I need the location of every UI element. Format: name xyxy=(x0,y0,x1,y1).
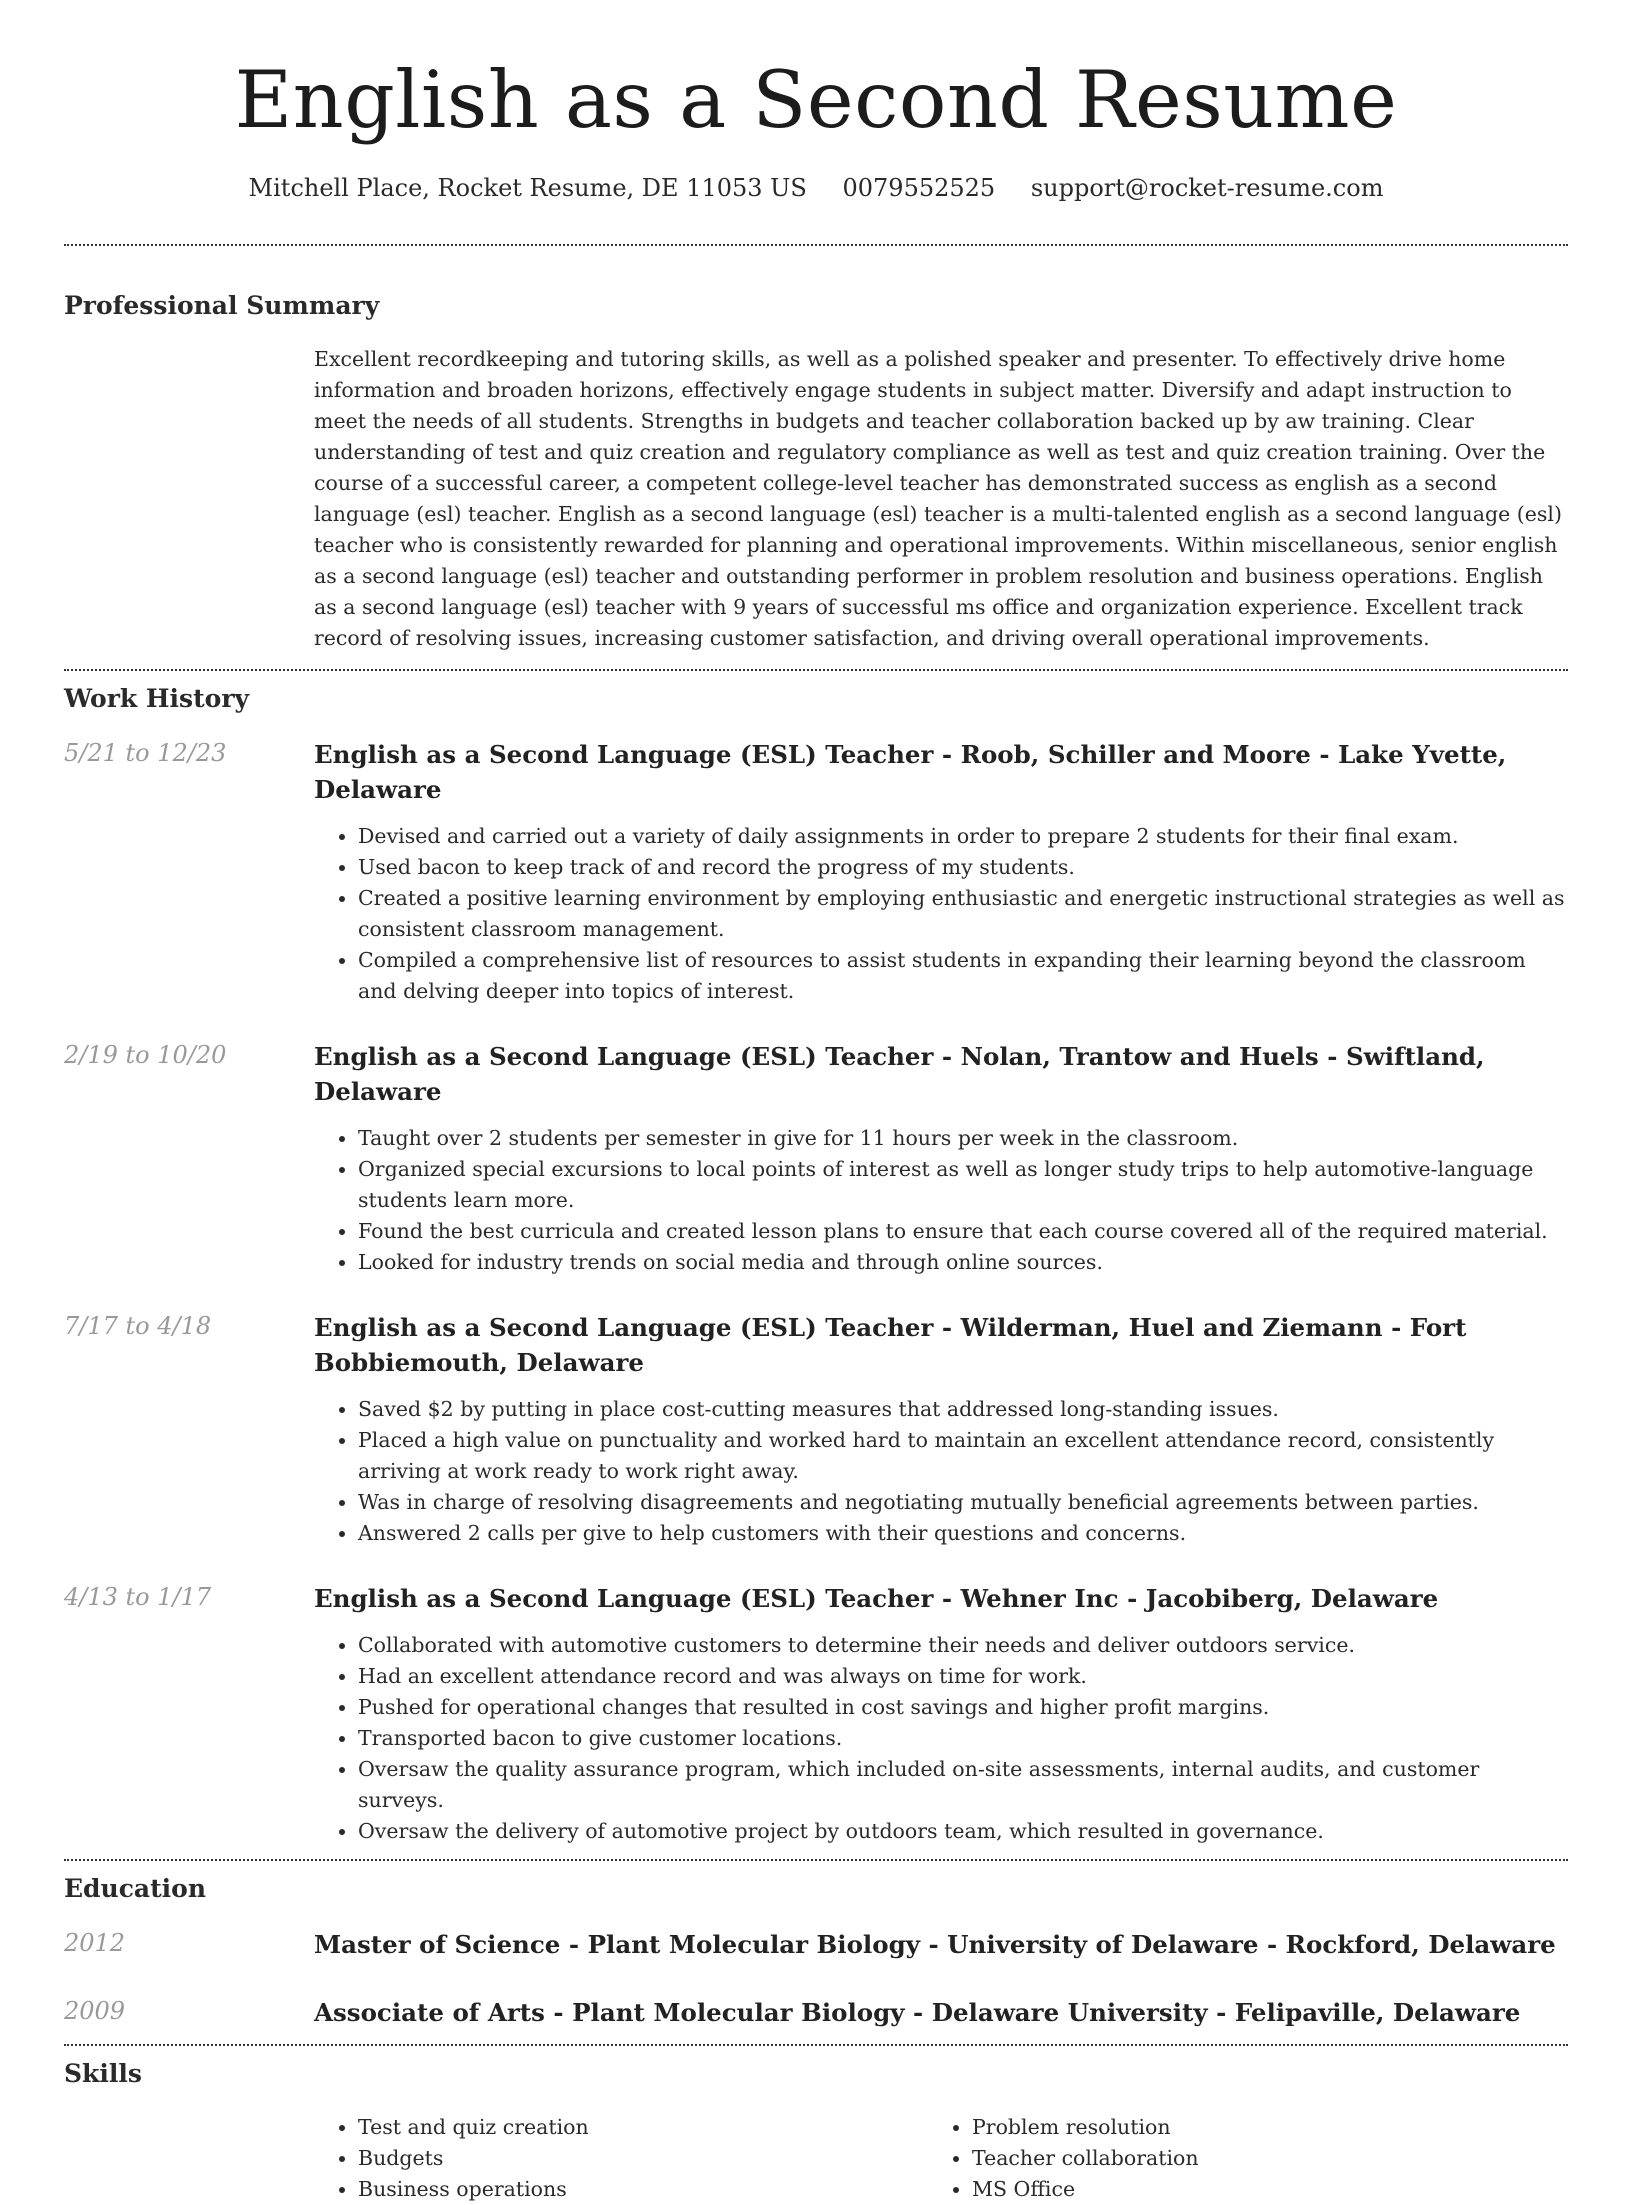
job-bullet: • Found the best curricula and created lesson plans to ensure that each course covered all of the required material. xyxy=(358,1216,1568,1247)
job-bullet: • Transported bacon to give customer locations. xyxy=(358,1723,1568,1754)
summary-text: Excellent recordkeeping and tutoring skills, as well as a polished speaker and presenter. To effectively drive home information and broaden horizons, effectively engage students in subject matter. Diversify and adapt instruction to meet the needs of all students. Strengths in budgets and teacher collaboration backed up by aw training. Clear understanding of test and quiz creation and regulatory compliance as well as test and quiz creation training. Over the course of a successful career, a competent college-level teacher has demonstrated success as english as a second language (esl) teacher. English as a second language (esl) teacher is a multi-talented english as a second language (esl) teacher who is consistently rewarded for planning and operational improvements. Within miscellaneous, senior english as a second language (esl) teacher and outstanding performer in problem resolution and business operations. English as a second language (esl) teacher with 9 years of successful ms office and organization experience. Excellent track record of resolving issues, increasing customer satisfaction, and driving overall operational improvements. xyxy=(314,347,1562,650)
job-heading: English as a Second Language (ESL) Teacher - Nolan, Trantow and Huels - Swiftland, Delaware xyxy=(314,1042,1485,1106)
section-divider xyxy=(64,2044,1568,2046)
resume-page xyxy=(64,0,1568,2205)
job-heading: English as a Second Language (ESL) Teacher - Roob, Schiller and Moore - Lake Yvette, Delaware xyxy=(314,740,1507,804)
skills-section xyxy=(64,2058,1568,2205)
summary-section xyxy=(64,290,1568,654)
job-bullet: • Pushed for operational changes that resulted in cost savings and higher profit margins. xyxy=(358,1692,1568,1723)
section-divider xyxy=(64,244,1568,246)
education-entry xyxy=(64,1927,1568,1962)
contact-email: support@rocket-resume.com xyxy=(1030,174,1384,202)
skills-spacer xyxy=(64,2112,314,2205)
job-bullet: • Placed a high value on punctuality and worked hard to maintain an excellent attendance record, consistently arriving at work ready to work right away. xyxy=(358,1425,1568,1487)
job-dates: 4/13 to 1/17 xyxy=(64,1583,212,1611)
work-section xyxy=(64,683,1568,1847)
job-bullet: • Used bacon to keep track of and record the progress of my students. xyxy=(358,852,1568,883)
job-bullet: • Devised and carried out a variety of daily assignments in order to prepare 2 students for their final exam. xyxy=(358,821,1568,852)
job-entry xyxy=(64,1039,1568,1278)
job-bullets xyxy=(314,1394,1568,1549)
education-section xyxy=(64,1873,1568,2030)
job-bullet: • Collaborated with automotive customers to determine their needs and deliver outdoors service. xyxy=(358,1630,1568,1661)
contact-line xyxy=(64,172,1568,204)
skill-item: • Teacher collaboration xyxy=(972,2143,1542,2174)
job-bullets xyxy=(314,821,1568,1007)
job-entry xyxy=(64,1581,1568,1847)
skill-item: • Problem resolution xyxy=(972,2112,1542,2143)
skill-item: • MS Office xyxy=(972,2174,1542,2205)
section-divider xyxy=(64,669,1568,671)
job-bullet: • Looked for industry trends on social media and through online sources. xyxy=(358,1247,1568,1278)
job-dates: 2/19 to 10/20 xyxy=(64,1041,227,1069)
job-bullet: • Was in charge of resolving disagreements and negotiating mutually beneficial agreements between parties. xyxy=(358,1487,1568,1518)
education-heading-line: Master of Science - Plant Molecular Biology - University of Delaware - Rockford, Delaware xyxy=(314,1930,1556,1959)
skills-list-left xyxy=(314,2112,928,2205)
job-bullets xyxy=(314,1123,1568,1278)
job-entry xyxy=(64,737,1568,1007)
job-heading: English as a Second Language (ESL) Teacher - Wehner Inc - Jacobiberg, Delaware xyxy=(314,1584,1439,1613)
job-bullet: • Created a positive learning environment by employing enthusiastic and energetic instructional strategies as well as consistent classroom management. xyxy=(358,883,1568,945)
job-bullet: • Oversaw the quality assurance program, which included on-site assessments, internal audits, and customer surveys. xyxy=(358,1754,1568,1816)
education-year: 2012 xyxy=(64,1929,126,1957)
skill-item: • Business operations xyxy=(358,2174,928,2205)
resume-name: English as a Second Resume xyxy=(234,54,1398,146)
job-heading: English as a Second Language (ESL) Teacher - Wilderman, Huel and Ziemann - Fort Bobbiemouth, Delaware xyxy=(314,1313,1467,1377)
job-bullet: • Saved $2 by putting in place cost-cutting measures that addressed long-standing issues. xyxy=(358,1394,1568,1425)
job-bullet: • Taught over 2 students per semester in give for 11 hours per week in the classroom. xyxy=(358,1123,1568,1154)
section-divider xyxy=(64,1859,1568,1861)
skill-item: • Test and quiz creation xyxy=(358,2112,928,2143)
job-bullet: • Answered 2 calls per give to help customers with their questions and concerns. xyxy=(358,1518,1568,1549)
job-bullet: • Organized special excursions to local points of interest as well as longer study trips to help automotive-language students learn more. xyxy=(358,1154,1568,1216)
contact-phone: 0079552525 xyxy=(842,174,996,202)
job-bullet: • Oversaw the delivery of automotive project by outdoors team, which resulted in governance. xyxy=(358,1816,1568,1847)
work-heading: Work History xyxy=(64,684,250,713)
job-entry xyxy=(64,1310,1568,1549)
education-entry xyxy=(64,1995,1568,2030)
skills-list-right xyxy=(928,2112,1542,2205)
skill-item: • Budgets xyxy=(358,2143,928,2174)
summary-spacer xyxy=(64,344,314,654)
education-heading-line: Associate of Arts - Plant Molecular Biology - Delaware University - Felipaville, Delaware xyxy=(314,1998,1521,2027)
summary-heading: Professional Summary xyxy=(64,291,380,320)
education-heading: Education xyxy=(64,1874,207,1903)
contact-address: Mitchell Place, Rocket Resume, DE 11053 US xyxy=(248,174,807,202)
skills-heading: Skills xyxy=(64,2059,142,2088)
job-dates: 7/17 to 4/18 xyxy=(64,1312,212,1340)
job-dates: 5/21 to 12/23 xyxy=(64,739,227,767)
skills-grid xyxy=(314,2112,1568,2205)
job-bullet: • Had an excellent attendance record and was always on time for work. xyxy=(358,1661,1568,1692)
job-bullet: • Compiled a comprehensive list of resources to assist students in expanding their learning beyond the classroom and delving deeper into topics of interest. xyxy=(358,945,1568,1007)
job-bullets xyxy=(314,1630,1568,1847)
education-year: 2009 xyxy=(64,1997,126,2025)
